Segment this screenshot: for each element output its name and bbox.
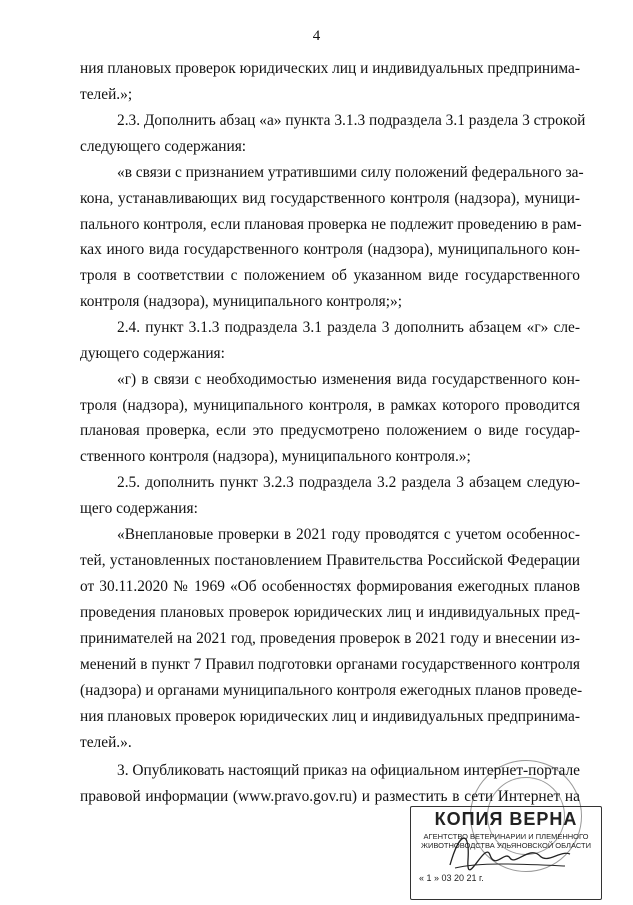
text-line: троля в соответствии с положением об указанном виде государственного	[80, 267, 580, 284]
text-line: 2.5. дополнить пункт 3.2.3 подраздела 3.2 раздела 3 абзацем следую-	[117, 474, 580, 491]
text-line: ственного контроля (надзора), муниципального контроля.»;	[80, 448, 471, 465]
text-line: принимателей на 2021 год, проведения проверок в 2021 году и внесении из-	[80, 630, 580, 647]
stamp-title: КОПИЯ ВЕРНА	[434, 809, 578, 829]
text-line: «г) в связи с необходимостью изменения вида государственного кон-	[117, 371, 580, 388]
text-line: ния плановых проверок юридических лиц и индивидуальных предпринима-	[80, 708, 580, 725]
text-line: щего содержания:	[80, 500, 198, 517]
text-line: дующего содержания:	[80, 345, 225, 362]
text-line: ния плановых проверок юридических лиц и индивидуальных предпринима-	[80, 60, 580, 77]
text-line: троля (надзора), муниципального контроля, в рамках которого проводится	[80, 397, 580, 414]
text-line: пального контроля, если плановая проверка не подлежит проведению в рам-	[80, 216, 582, 233]
text-line: «в связи с признанием утратившими силу положений федерального за-	[117, 164, 584, 181]
text-line: тей, установленных постановлением Правительства Российской Федерации	[80, 552, 580, 569]
text-line: от 30.11.2020 № 1969 «Об особенностях формирования ежегодных планов	[80, 578, 580, 595]
text-line: плановая проверка, если это предусмотрено положением о виде государ-	[80, 422, 580, 439]
text-line: менений в пункт 7 Правил подготовки органами государственного контроля	[80, 656, 580, 673]
text-line: ках иного вида государственного контроля (надзора), муниципального кон-	[80, 241, 580, 258]
text-line: 2.4. пункт 3.1.3 подраздела 3.1 раздела 3 дополнить абзацем «г» сле-	[117, 319, 580, 336]
stamp-organization: АГЕНТСТВО ВЕТЕРИНАРИИ И ПЛЕМЕННОГО ЖИВОТНОВОДСТВА УЛЬЯНОВСКОЙ ОБЛАСТИ	[421, 832, 591, 850]
text-line: «Внеплановые проверки в 2021 году проводятся с учетом особеннос-	[117, 526, 580, 543]
text-line: кона, устанавливающих вид государственного контроля (надзора), муници-	[80, 190, 580, 207]
text-line: проведения плановых проверок юридических лиц и индивидуальных пред-	[80, 604, 580, 621]
text-line: контроля (надзора), муниципального контроля;»;	[80, 293, 402, 310]
text-line: телей.».	[80, 734, 132, 751]
text-line: правовой информации (www.pravo.gov.ru) и разместить в сети Интернет на	[80, 788, 580, 805]
text-line: 3. Опубликовать настоящий приказ на официальном интернет-портале	[117, 762, 580, 779]
page-number: 4	[312, 28, 321, 44]
text-line: следующего содержания:	[80, 138, 247, 155]
text-line: 2.3. Дополнить абзац «а» пункта 3.1.3 подраздела 3.1 раздела 3 строкой	[117, 112, 586, 129]
text-line: (надзора) и органами муниципального контроля ежегодных планов проведе-	[80, 682, 583, 699]
handwritten-signature	[430, 820, 580, 880]
text-line: телей.»;	[80, 86, 133, 103]
stamp-date: « 1 » 03 20 21 г.	[419, 873, 484, 883]
